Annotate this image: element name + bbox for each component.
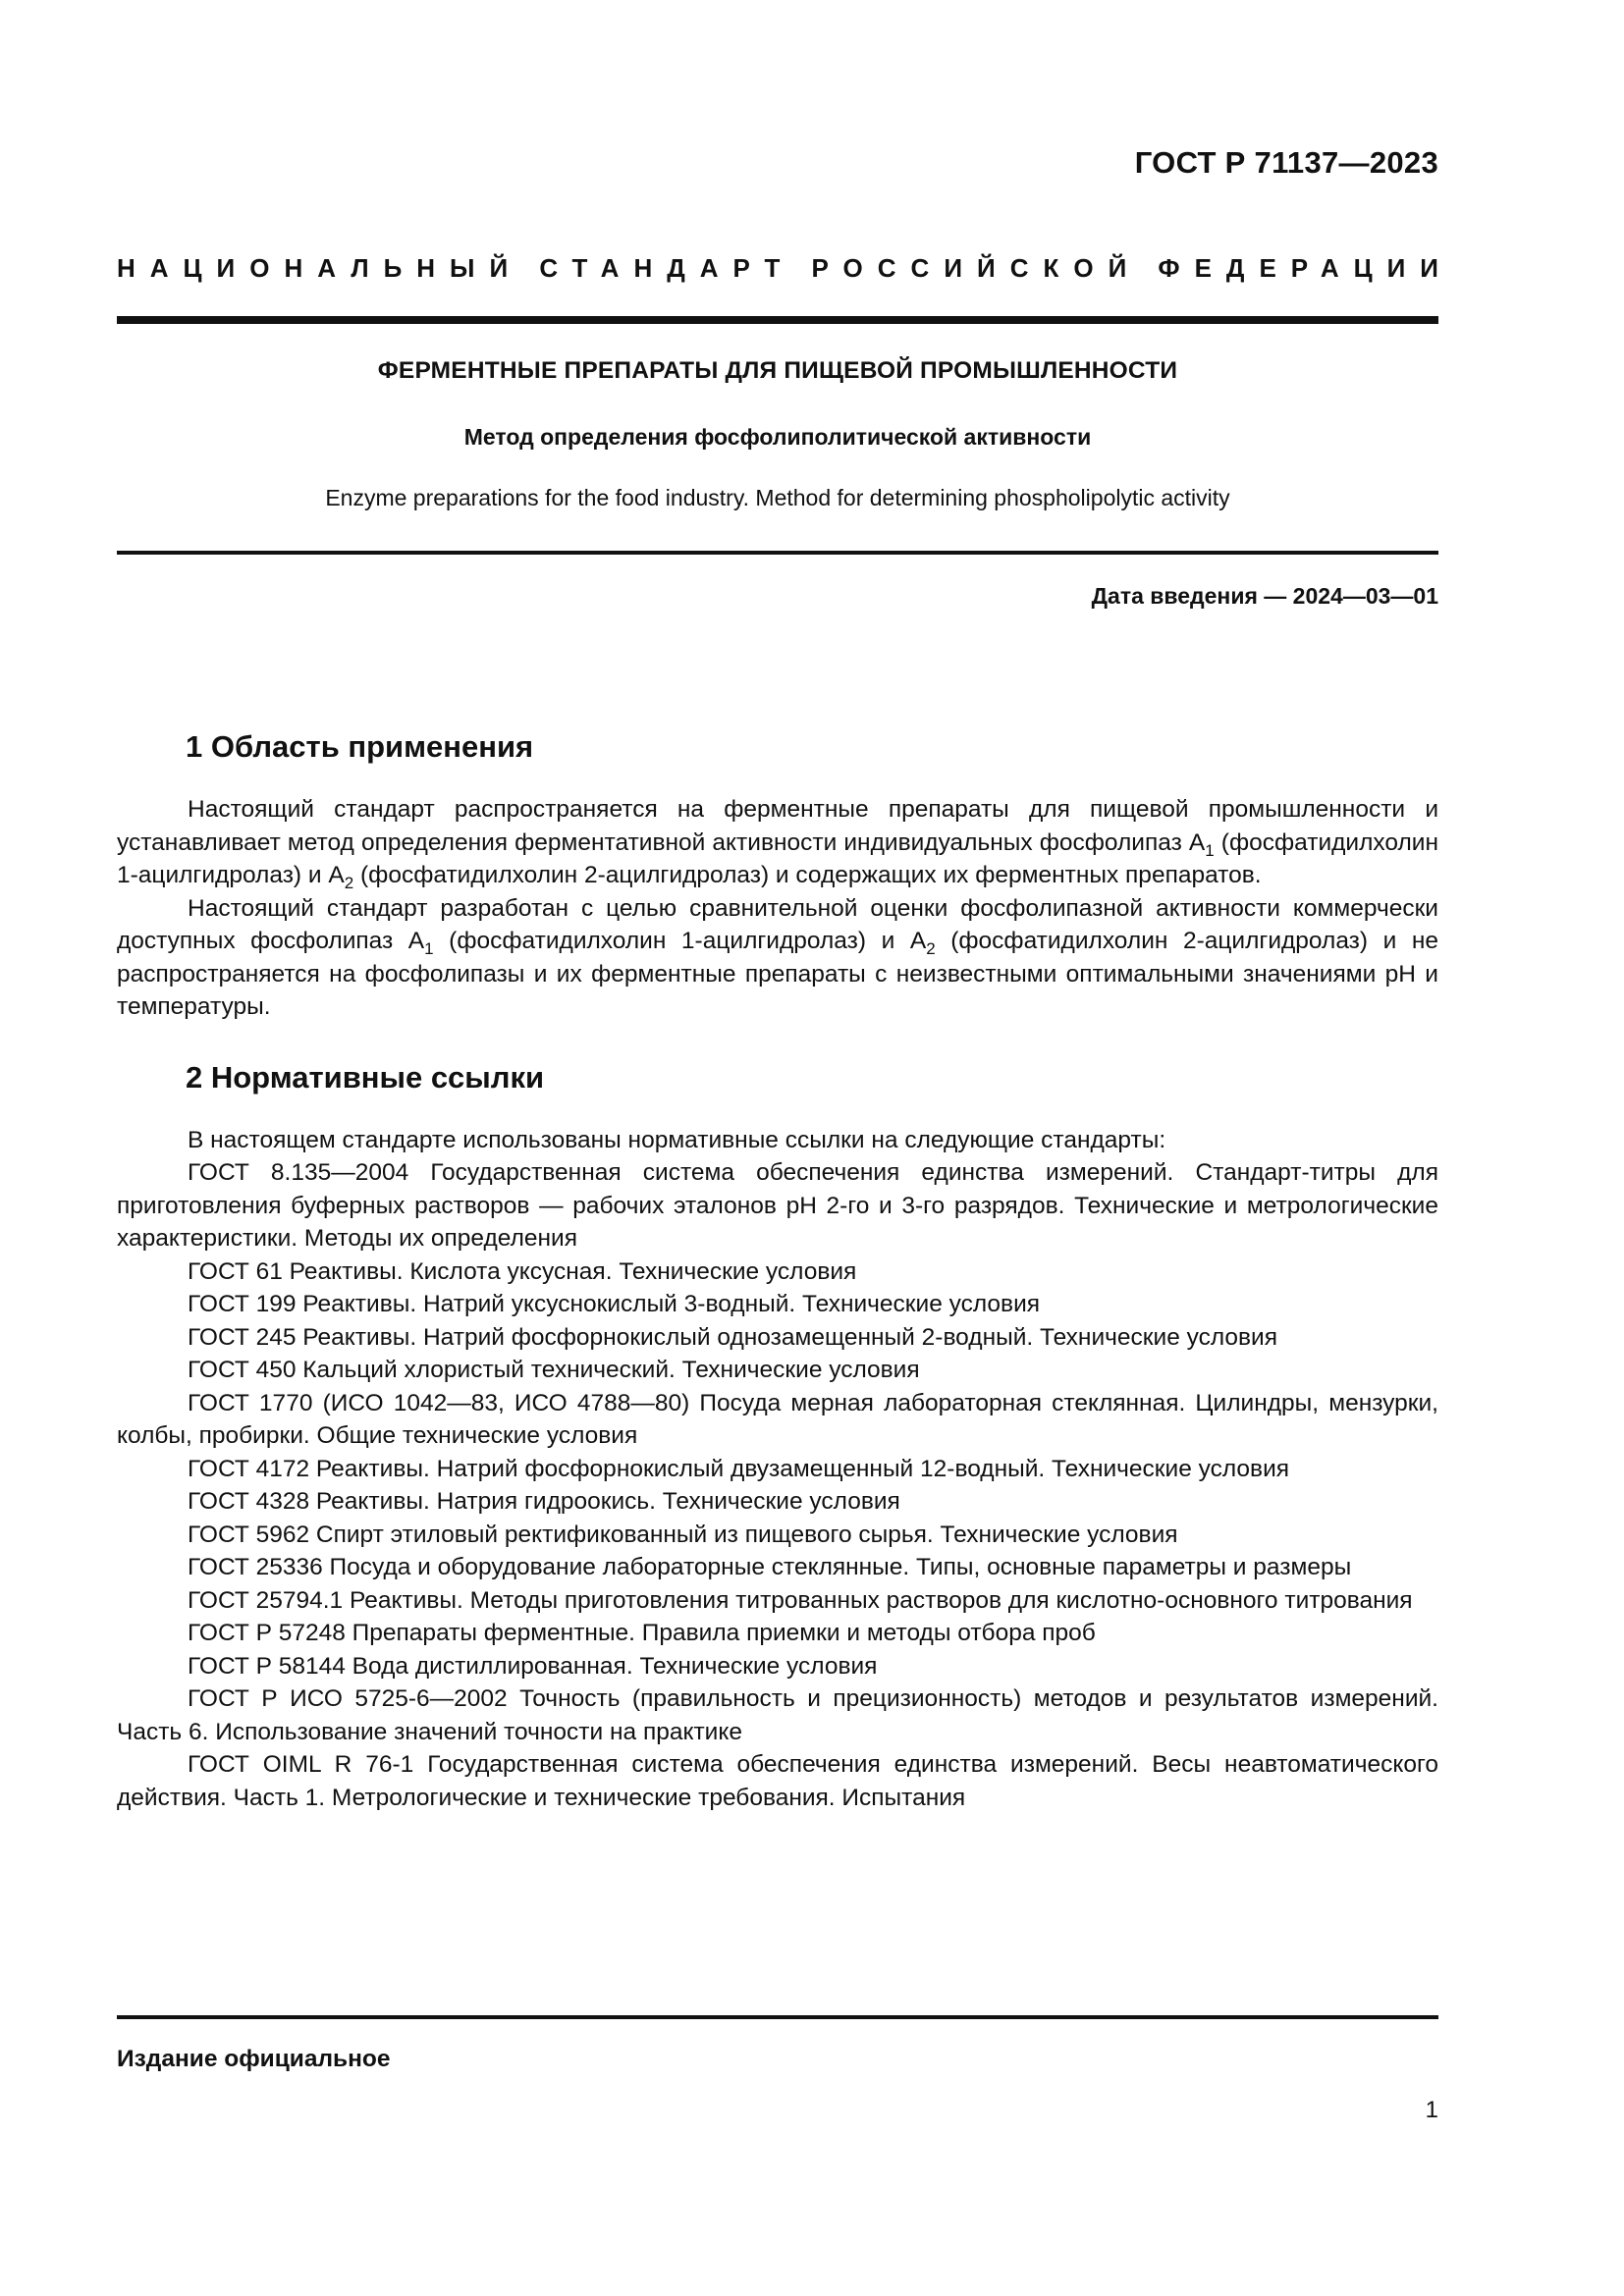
document-page: [117, 0, 1453, 2296]
reference-item: ГОСТ 4172 Реактивы. Натрий фосфорнокислый двузамещенный 12-водный. Технические условия: [188, 1455, 1290, 1482]
text-run: (фосфатидилхолин 2-ацилгидролаз) и содержащих их ферментных препаратов.: [353, 862, 1262, 888]
text-run: Настоящий стандарт распространяется на ферментные препараты для пищевой промышленности и устанавливает метод определения ферментативной активности индивидуальных фосфолипаз А: [117, 796, 1438, 856]
references-intro: В настоящем стандарте использованы нормативные ссылки на следующие стандарты:: [188, 1126, 1166, 1153]
reference-item: ГОСТ 4328 Реактивы. Натрия гидроокись. Технические условия: [188, 1488, 900, 1515]
reference-item: ГОСТ OIML R 76-1 Государственная система обеспечения единства измерений. Весы неавтоматического действия. Часть 1. Метрологические и технические требования. Испытания: [117, 1751, 1438, 1811]
document-code: ГОСТ Р 71137—2023: [1134, 145, 1438, 180]
official-edition-label: Издание официальное: [117, 2046, 391, 2072]
section-heading-references: 2 Нормативные ссылки: [186, 1059, 545, 1095]
scope-paragraph-2: [117, 892, 1438, 1024]
subscript: 1: [1205, 840, 1215, 860]
text-run: (фосфатидилхолин 1-ацилгидролаз) и А: [117, 828, 1438, 888]
reference-item: ГОСТ Р ИСО 5725-6—2002 Точность (правильность и прецизионность) методов и результатов измерений. Часть 6. Использование значений точности на практике: [117, 1685, 1438, 1745]
reference-item: ГОСТ 61 Реактивы. Кислота уксусная. Технические условия: [188, 1257, 857, 1285]
reference-item: ГОСТ 245 Реактивы. Натрий фосфорнокислый однозамещенный 2-водный. Технические условия: [188, 1323, 1278, 1351]
national-standard-banner: [117, 253, 1453, 284]
english-title: Enzyme preparations for the food industry. Method for determining phospholipolytic activity: [325, 485, 1230, 510]
page-number: 1: [1425, 2097, 1438, 2123]
reference-item: ГОСТ 25794.1 Реактивы. Методы приготовления титрованных растворов для кислотно-основного титрования: [188, 1586, 1413, 1614]
introduction-date: Дата введения — 2024—03—01: [1091, 583, 1438, 609]
subscript: 2: [344, 874, 354, 892]
subscript: 2: [926, 939, 936, 958]
reference-item: ГОСТ 8.135—2004 Государственная система обеспечения единства измерений. Стандарт-титры для приготовления буферных растворов — рабочих эталонов рН 2-го и 3-го разрядов. Технические и метрологические характеристики. Методы их определения: [117, 1159, 1438, 1252]
reference-item: ГОСТ 25336 Посуда и оборудование лабораторные стеклянные. Типы, основные параметры и размеры: [188, 1554, 1352, 1580]
reference-item: ГОСТ Р 57248 Препараты ферментные. Правила приемки и методы отбора проб: [188, 1620, 1096, 1646]
text-run: (фосфатидилхолин 2-ацилгидролаз) и не распространяется на фосфолипазы и их ферментные препараты с неизвестными оптимальными значениями рН и температуры.: [117, 928, 1439, 1020]
reference-item: ГОСТ 199 Реактивы. Натрий уксуснокислый 3-водный. Технические условия: [188, 1291, 1041, 1317]
banner-word: НАЦИОНАЛЬНЫЙ: [117, 253, 523, 283]
header-divider: [117, 316, 1438, 324]
text-run: (фосфатидилхолин 1-ацилгидролаз) и А: [433, 928, 927, 954]
text-run: Настоящий стандарт разработан с целью сравнительной оценки фосфолипазной активности коммерчески доступных фосфолипаз А: [117, 894, 1438, 954]
subscript: 1: [424, 939, 434, 958]
banner-word: ФЕДЕРАЦИИ: [1158, 253, 1453, 283]
reference-item: ГОСТ 1770 (ИСО 1042—83, ИСО 4788—80) Посуда мерная лабораторная стеклянная. Цилиндры, мензурки, колбы, пробирки. Общие технические условия: [117, 1389, 1438, 1449]
document-body: [117, 726, 1438, 1814]
scope-paragraph-1: [117, 793, 1438, 892]
footer-divider: [117, 2015, 1438, 2019]
reference-item: ГОСТ 450 Кальций хлористый технический. Технические условия: [188, 1357, 920, 1383]
document-subtitle: Метод определения фосфолиполитической активности: [463, 424, 1092, 450]
section-heading-scope: 1 Область применения: [186, 729, 534, 764]
title-divider: [117, 551, 1438, 555]
banner-word: РОССИЙСКОЙ: [811, 253, 1142, 283]
document-title: ФЕРМЕНТНЫЕ ПРЕПАРАТЫ ДЛЯ ПИЩЕВОЙ ПРОМЫШЛЕННОСТИ: [377, 357, 1178, 384]
reference-item: ГОСТ Р 58144 Вода дистиллированная. Технические условия: [188, 1652, 878, 1680]
reference-item: ГОСТ 5962 Спирт этиловый ректификованный из пищевого сырья. Технические условия: [188, 1521, 1178, 1548]
banner-word: СТАНДАРТ: [539, 253, 795, 283]
